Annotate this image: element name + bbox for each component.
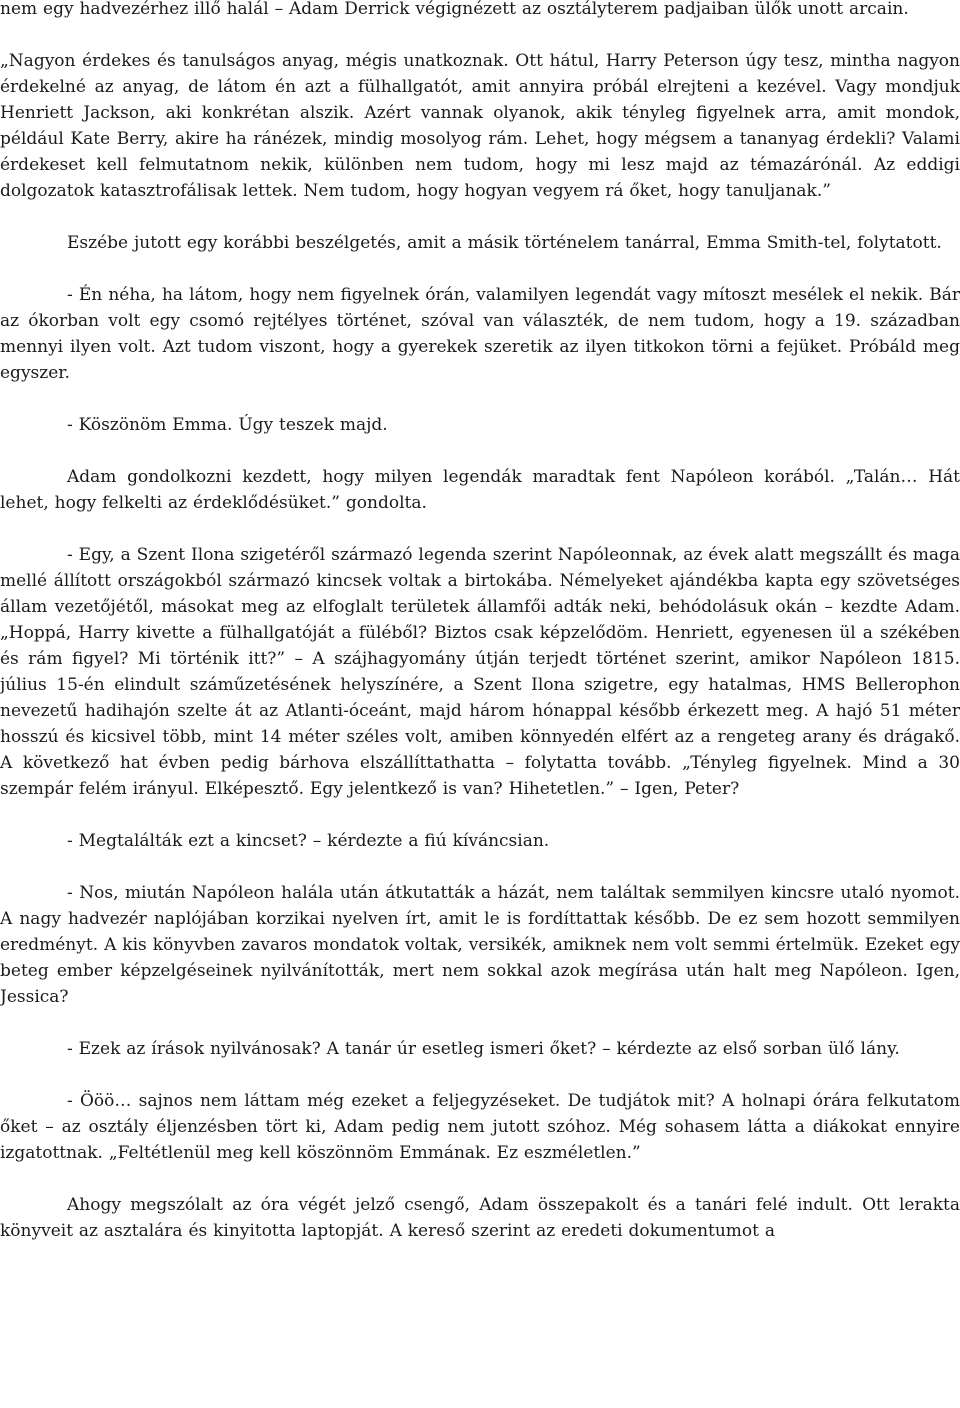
paragraph-2: „Nagyon érdekes és tanulságos anyag, mégis unatkoznak. Ott hátul, Harry Peterson úgy tesz, mintha nagyon érdekelné az anyag, de látom én azt a fülhallgatót, amit annyira próbál elrejteni a kezével. Vagy mondjuk Henriett Jackson, aki konkrétan alszik. Azért vannak olyanok, akik tényleg figyelnek arra, amit mondok, például Kate Berry, akire ha ránézek, mindig mosolyog rám. Lehet, hogy mégsem a tananyag érdekli? Valami érdekeset kell felmutatnom nekik, különben nem tudom, hogy mi lesz majd az témazárónál. Az eddigi dolgozatok katasztrofálisak lettek. Nem tudom, hogy hogyan vegyem rá őket, hogy tanuljanak.” [0,51,960,201]
paragraph-6: Adam gondolkozni kezdett, hogy milyen legendák maradtak fent Napóleon korából. „Talán… Hát lehet, hogy felkelti az érdeklődésüket.” gondolta. [0,467,960,513]
paragraph-3: Eszébe jutott egy korábbi beszélgetés, amit a másik történelem tanárral, Emma Smith-tel, folytatott. [67,233,942,253]
paragraph-12: Ahogy megszólalt az óra végét jelző csengő, Adam összepakolt és a tanári felé indult. Ott lerakta könyveit az asztalára és kinyitotta laptopját. A kereső szerint az eredeti dokumentumot a [0,1195,960,1241]
paragraph-11: - Ööö… sajnos nem láttam még ezeket a feljegyzéseket. De tudjátok mit? A holnapi órára felkutatom őket – az osztály éljenzésben tört ki, Adam pedig nem jutott szóhoz. Még sohasem látta a diákokat ennyire izgatottnak. „Feltétlenül meg kell köszönnöm Emmának. Ez eszméletlen.” [0,1091,960,1163]
paragraph-4: - Én néha, ha látom, hogy nem figyelnek órán, valamilyen legendát vagy mítoszt mesélek el nekik. Bár az ókorban volt egy csomó rejtélyes történet, szóval van választék, de nem tudom, hogy a 19. században mennyi ilyen volt. Azt tudom viszont, hogy a gyerekek szeretik az ilyen titkokon törni a fejüket. Próbáld meg egyszer. [0,285,960,383]
paragraph-10: - Ezek az írások nyilvánosak? A tanár úr esetleg ismeri őket? – kérdezte az első sorban ülő lány. [67,1039,900,1059]
paragraph-5: - Köszönöm Emma. Úgy teszek majd. [67,415,388,435]
paragraph-9: - Nos, miután Napóleon halála után átkutatták a házát, nem találtak semmilyen kincsre utaló nyomot. A nagy hadvezér naplójában korzikai nyelven írt, amit le is fordíttattak később. De ez sem hozott semmilyen eredményt. A kis könyvben zavaros mondatok voltak, versikék, amiknek nem volt semmi értelmük. Ezeket egy beteg ember képzelgéseinek nyilvánították, mert nem sokkal azok megírása után halt meg Napóleon. Igen, Jessica? [0,883,960,1007]
paragraph-8: - Megtalálták ezt a kincset? – kérdezte a fiú kíváncsian. [67,831,550,851]
paragraph-1: nem egy hadvezérhez illő halál – Adam Derrick végignézett az osztályterem padjaiban ülők unott arcain. [0,0,909,19]
paragraph-7: - Egy, a Szent Ilona szigetéről származó legenda szerint Napóleonnak, az évek alatt megszállt és maga mellé állított országokból származó kincsek voltak a birtokába. Némelyeket ajándékba kapta egy szövetséges állam vezetőjétől, másokat meg az elfoglalt területek államfői adták neki, behódolásuk okán – kezdte Adam. „Hoppá, Harry kivette a fülhallgatóját a füléből? Biztos csak képzelődöm. Henriett, egyenesen ül a székében és rám figyel? Mi történik itt?” – A szájhagyomány útján terjedt történet szerint, amikor Napóleon 1815. július 15-én elindult száműzetésének helyszínére, a Szent Ilona szigetre, egy hatalmas, HMS Bellerophon nevezetű hadihajón szelte át az Atlanti-óceánt, majd három hónappal később érkezett meg. A hajó 51 méter hosszú és kicsivel több, mint 14 méter széles volt, amiben könnyedén elfért az a rengeteg arany és drágakő. A következő hat évben pedig bárhova elszállíttathatta – folytatta tovább. „Tényleg figyelnek. Mind a 30 szempár felém irányul. Elképesztő. Egy jelentkező is van? Hihetetlen.” – Igen, Peter? [0,545,960,799]
